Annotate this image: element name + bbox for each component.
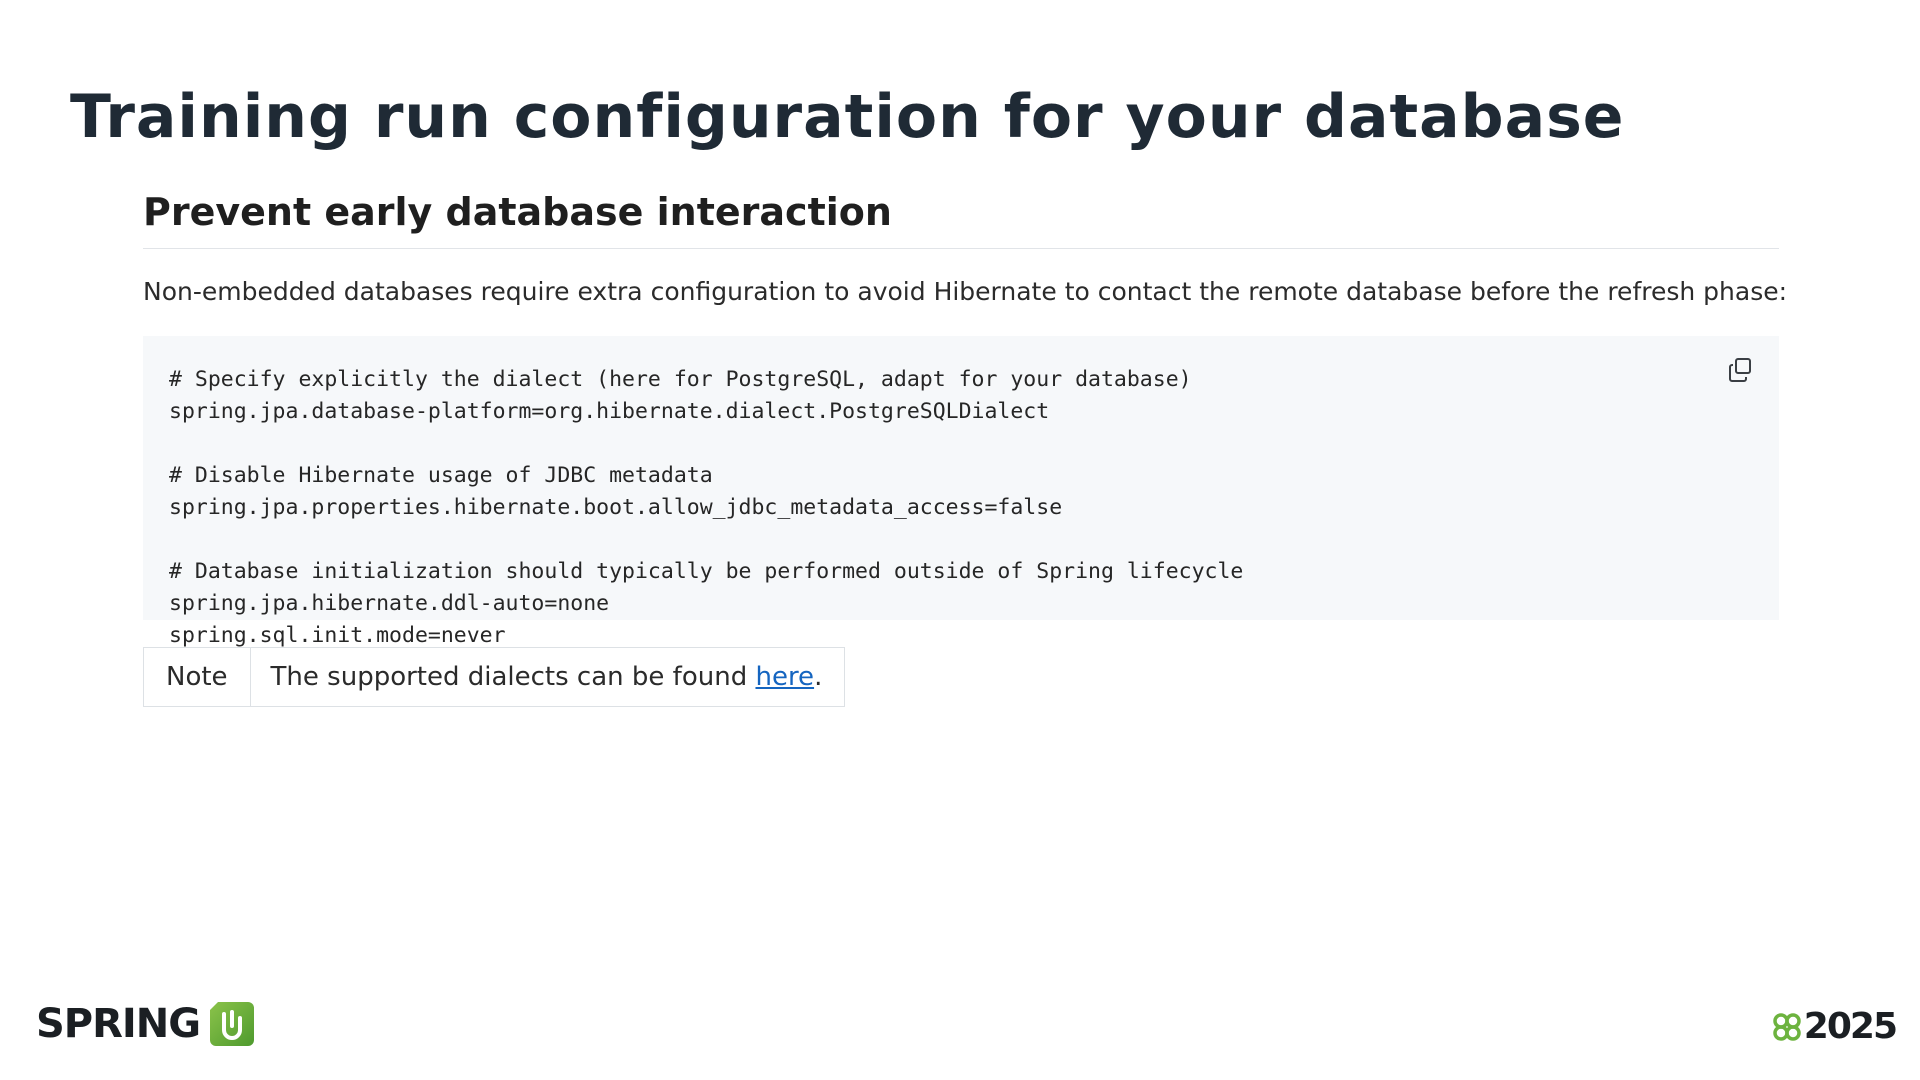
code-line: # Database initialization should typically be performed outside of Spring lifecycle bbox=[169, 559, 1244, 584]
section-heading: Prevent early database interaction bbox=[143, 190, 1779, 249]
note-admonition bbox=[143, 647, 845, 707]
spring-wordmark: SPRING bbox=[36, 1001, 201, 1047]
code-line: spring.jpa.database-platform=org.hibernate.dialect.PostgreSQLDialect bbox=[169, 399, 1050, 424]
code-line: # Disable Hibernate usage of JDBC metadata bbox=[169, 463, 713, 488]
year-text: 2025 bbox=[1803, 1006, 1896, 1047]
spring-io-badge-icon bbox=[208, 1000, 256, 1048]
note-body bbox=[251, 648, 845, 706]
doc-content bbox=[143, 190, 1788, 707]
note-label: Note bbox=[144, 648, 251, 706]
note-suffix: . bbox=[814, 662, 823, 692]
spring-logo bbox=[36, 1000, 256, 1048]
knot-icon bbox=[1772, 1012, 1802, 1042]
section-paragraph: Non-embedded databases require extra configuration to avoid Hibernate to contact the remote database before the refresh phase: bbox=[143, 277, 1788, 306]
slide-title: Training run configuration for your database bbox=[70, 82, 1625, 152]
dialects-link[interactable]: here bbox=[755, 662, 815, 692]
code-line: spring.jpa.hibernate.ddl-auto=none bbox=[169, 591, 610, 616]
note-text: The supported dialects can be found bbox=[270, 662, 756, 692]
code-block bbox=[143, 336, 1779, 648]
code-line: spring.jpa.properties.hibernate.boot.allow_jdbc_metadata_access=false bbox=[169, 495, 1063, 520]
copy-icon[interactable] bbox=[1727, 356, 1755, 384]
code-line bbox=[169, 524, 1753, 556]
code-line: # Specify explicitly the dialect (here for PostgreSQL, adapt for your database) bbox=[169, 367, 1192, 392]
code-line: spring.sql.init.mode=never bbox=[169, 623, 506, 648]
code-line bbox=[169, 428, 1753, 460]
year-logo bbox=[1772, 1006, 1896, 1047]
